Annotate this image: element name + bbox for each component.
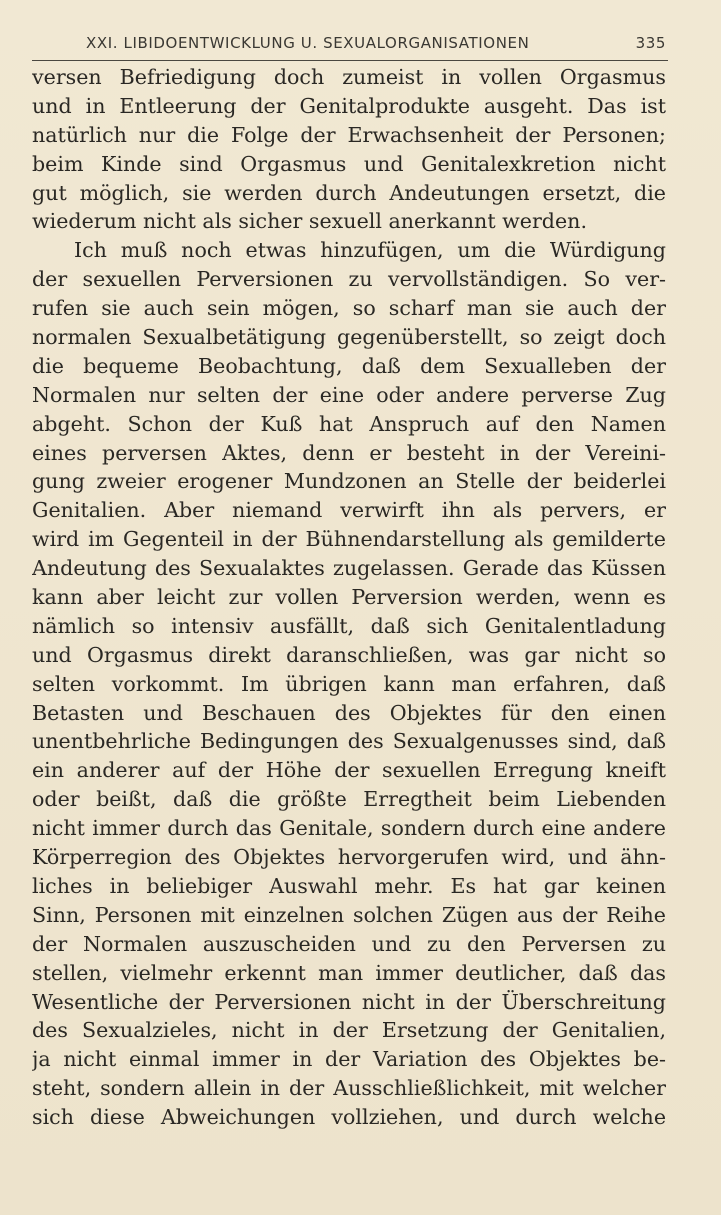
body-text [32,63,666,1132]
text-line: rufen sie auch sein mögen, so scharf man sie auch der [32,296,666,321]
text-line: des Sexualzieles, nicht in der Ersetzung der Genitalien, [32,1018,666,1043]
text-line: kann aber leicht zur vollen Perversion werden, wenn es [32,585,666,610]
text-line: wird im Gegenteil in der Bühnendarstellung als gemilderte [32,527,666,552]
running-header [32,34,668,61]
text-line: Andeutung des Sexualaktes zugelassen. Gerade das Küssen [32,556,666,581]
page-number: 335 [635,34,666,52]
text-line: der Normalen auszuscheiden und zu den Perversen zu [32,931,666,956]
text-line: der sexuellen Perversionen zu vervollständigen. So ver- [32,267,666,292]
text-line: liches in beliebiger Auswahl mehr. Es hat gar keinen [32,873,666,898]
text-line: Wesentliche der Perversionen nicht in der Überschreitung [32,989,666,1014]
text-line: natürlich nur die Folge der Erwachsenheit der Personen; [32,122,666,147]
text-line: Ich muß noch etwas hinzufügen, um die Würdigung [74,238,666,263]
text-line: gut möglich, sie werden durch Andeutungen ersetzt, die [32,180,666,205]
text-line: die bequeme Beobachtung, daß dem Sexualleben der [32,353,666,378]
text-line: steht, sondern allein in der Ausschließlichkeit, mit welcher [32,1076,666,1101]
text-line: beim Kinde sind Orgasmus und Genitalexkretion nicht [32,151,666,176]
text-line: wiederum nicht als sicher sexuell anerkannt werden. [32,209,587,234]
text-line: oder beißt, daß die größte Erregtheit beim Liebenden [32,787,666,812]
text-line: stellen, vielmehr erkennt man immer deutlicher, daß das [32,960,666,985]
text-line: unentbehrliche Bedingungen des Sexualgenusses sind, daß [32,729,666,754]
text-line: Sinn, Personen mit einzelnen solchen Zügen aus der Reihe [32,902,666,927]
text-line: versen Befriedigung doch zumeist in vollen Orgasmus [32,65,666,89]
text-line: eines perversen Aktes, denn er besteht in der Vereini- [32,440,666,465]
text-line: Normalen nur selten der eine oder andere perverse Zug [32,382,666,407]
text-line: normalen Sexualbetätigung gegenüberstellt, so zeigt doch [32,325,666,350]
text-line: gung zweier erogener Mundzonen an Stelle der beiderlei [32,469,666,494]
text-line: sich diese Abweichungen vollziehen, und durch welche [32,1105,666,1130]
text-line: und in Entleerung der Genitalprodukte ausgeht. Das ist [32,93,666,118]
text-line: und Orgasmus direkt daranschließen, was gar nicht so [32,642,666,667]
text-line: Betasten und Beschauen des Objektes für den einen [32,700,666,725]
text-line: nämlich so intensiv ausfällt, daß sich Genitalentladung [32,613,666,638]
text-line: abgeht. Schon der Kuß hat Anspruch auf den Namen [32,411,666,436]
text-line: ein anderer auf der Höhe der sexuellen Erregung kneift [32,758,666,783]
text-line: selten vorkommt. Im übrigen kann man erfahren, daß [32,671,666,696]
text-line: nicht immer durch das Genitale, sondern durch eine andere [32,816,666,841]
text-line: Genitalien. Aber niemand verwirft ihn als pervers, er [32,498,666,523]
text-line: ja nicht einmal immer in der Variation des Objektes be- [32,1047,666,1072]
chapter-title: XXI. LIBIDOENTWICKLUNG U. SEXUALORGANISATIONEN [86,34,530,52]
text-line: Körperregion des Objektes hervorgerufen wird, und ähn- [32,845,666,870]
